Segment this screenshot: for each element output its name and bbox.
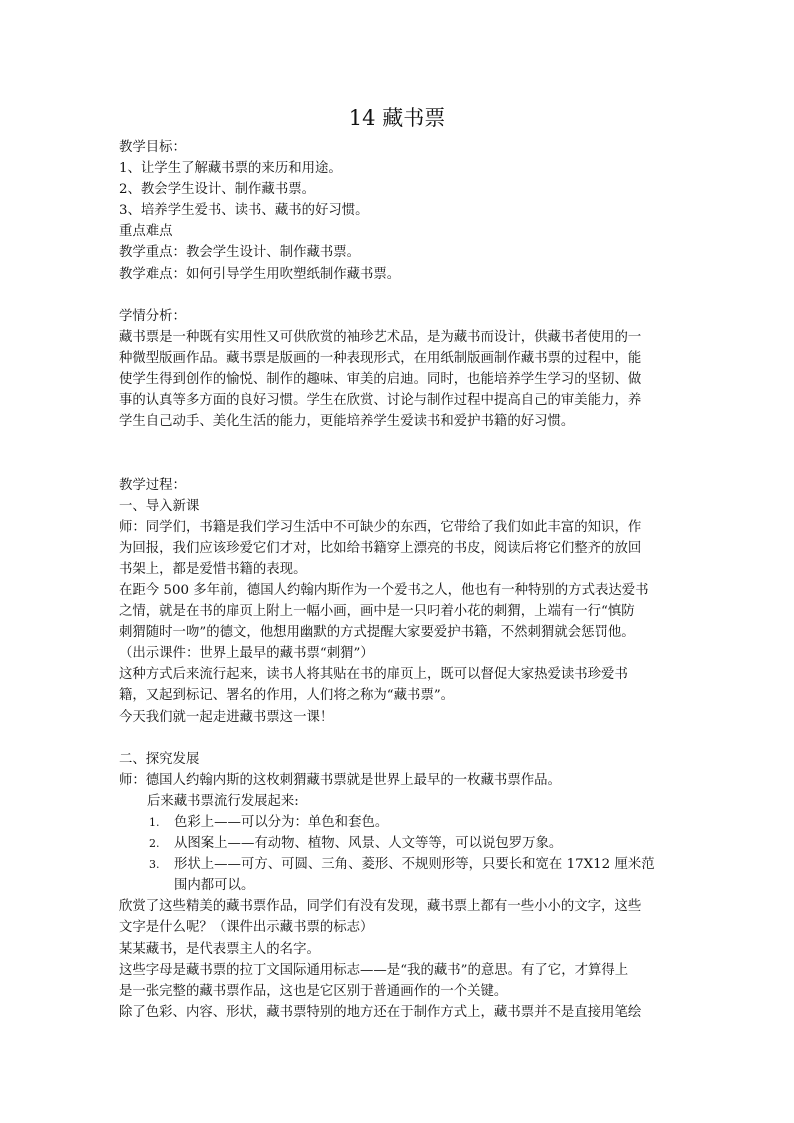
section2-line: 欣赏了这些精美的藏书票作品，同学们有没有发现，藏书票上都有一些小小的文字，这些: [119, 899, 642, 915]
section1-line: （出示课件：世界上最早的藏书票“刺猬”）: [119, 646, 374, 662]
section1-line: 刺猬随时一吻”的德文，他想用幽默的方式提醒大家要爱护书籍，不然刺猬就会惩罚他。: [119, 625, 635, 641]
analysis-line: 种微型版画作品。藏书票是版画的一种表现形式，在用纸制版画制作藏书票的过程中，能: [119, 350, 642, 366]
analysis-line: 使学生得到创作的愉悦、制作的趣味、审美的启迪。同时，也能培养学生学习的坚韧、做: [119, 372, 642, 388]
objective-item: 2、教会学生设计、制作藏书票。: [119, 182, 315, 198]
list-text: 从图案上——有动物、植物、风景、人文等等，可以说包罗万象。: [174, 836, 563, 852]
list-item: [119, 812, 679, 833]
objective-item: 3、培养学生爱书、读书、藏书的好习惯。: [119, 203, 369, 219]
section1-line: 在距今 500 多年前，德国人约翰内斯作为一个爱书之人，他也有一种特别的方式表达爱书: [119, 582, 649, 598]
key-point: 教学重点：教会学生设计、制作藏书票。: [119, 245, 361, 261]
section1-line: 这种方式后来流行起来，读书人将其贴在书的扉页上，既可以督促大家热爱读书珍爱书: [119, 667, 628, 683]
section1-line: 今天我们就一起走进藏书票这一课！: [119, 709, 334, 725]
section1-line: 书架上，都是爱惜书籍的表现。: [119, 561, 307, 577]
section2-line: 这些字母是藏书票的拉丁文国际通用标志——是“我的藏书”的意思。有了它，才算得上: [119, 962, 629, 978]
section2-line: 某某藏书，是代表票主人的名字。: [119, 941, 320, 957]
section2-heading: 二、探究发展: [119, 751, 200, 767]
spacer: [119, 432, 679, 474]
section1-heading: 一、导入新课: [119, 498, 200, 514]
spacer: [119, 285, 679, 306]
objective-item: 1、让学生了解藏书票的来历和用途。: [119, 161, 342, 177]
analysis-line: 事的认真等多方面的良好习惯。学生在欣赏、讨论与制作过程中提高自己的审美能力，养: [119, 393, 642, 409]
list-number: 2.: [149, 837, 160, 851]
analysis-line: 藏书票是一种既有实用性又可供欣赏的袖珍艺术品，是为藏书而设计，供藏书者使用的一: [119, 329, 642, 345]
document-body: [119, 137, 679, 1023]
section1-line: 师：同学们，书籍是我们学习生活中不可缺少的东西，它带给了我们如此丰富的知识，作: [119, 519, 642, 535]
process-heading: 教学过程：: [119, 477, 186, 493]
section2-line: 文字是什么呢？（课件出示藏书票的标志）: [119, 920, 374, 936]
list-item: [119, 833, 679, 854]
list-continuation: 围内都可以。: [174, 878, 255, 894]
section2-line: 除了色彩、内容、形状，藏书票特别的地方还在于制作方式上，藏书票并不是直接用笔绘: [119, 1004, 642, 1020]
list-text: 形状上——可方、可圆、三角、菱形、不规则形等，只要长和宽在 17X12 厘米范: [174, 857, 655, 873]
list-item: [119, 854, 679, 875]
list-text: 色彩上——可以分为：单色和套色。: [174, 815, 389, 830]
page-title: 14 藏书票: [348, 106, 446, 130]
list-number: 3.: [149, 858, 160, 872]
objectives-heading: 教学目标：: [119, 140, 186, 155]
section2-intro: 师：德国人约翰内斯的这枚刺猬藏书票就是世界上最早的一枚藏书票作品。: [119, 772, 561, 788]
section1-line: 籍，又起到标记、署名的作用，人们将之称为“藏书票”。: [119, 688, 455, 704]
spacer: [119, 728, 679, 749]
list-number: 1.: [149, 816, 160, 829]
section2-line: 是一张完整的藏书票作品，这也是它区别于普通画作的一个关键。: [119, 983, 508, 999]
difficult-point: 教学难点：如何引导学生用吹塑纸制作藏书票。: [119, 266, 401, 282]
section1-line: 之情，就是在书的扉页上附上一幅小画，画中是一只叼着小花的刺猬，上端有一行“慎防: [119, 604, 635, 620]
difficulty-heading: 重点难点: [119, 224, 173, 240]
section1-line: 为回报，我们应该珍爱它们才对，比如给书籍穿上漂亮的书皮，阅读后将它们整齐的放回: [119, 540, 642, 556]
analysis-heading: 学情分析：: [119, 308, 186, 324]
section2-sub: 后来藏书票流行发展起来:: [147, 793, 299, 809]
analysis-line: 学生自己动手、美化生活的能力，更能培养学生爱读书和爱护书籍的好习惯。: [119, 414, 575, 430]
